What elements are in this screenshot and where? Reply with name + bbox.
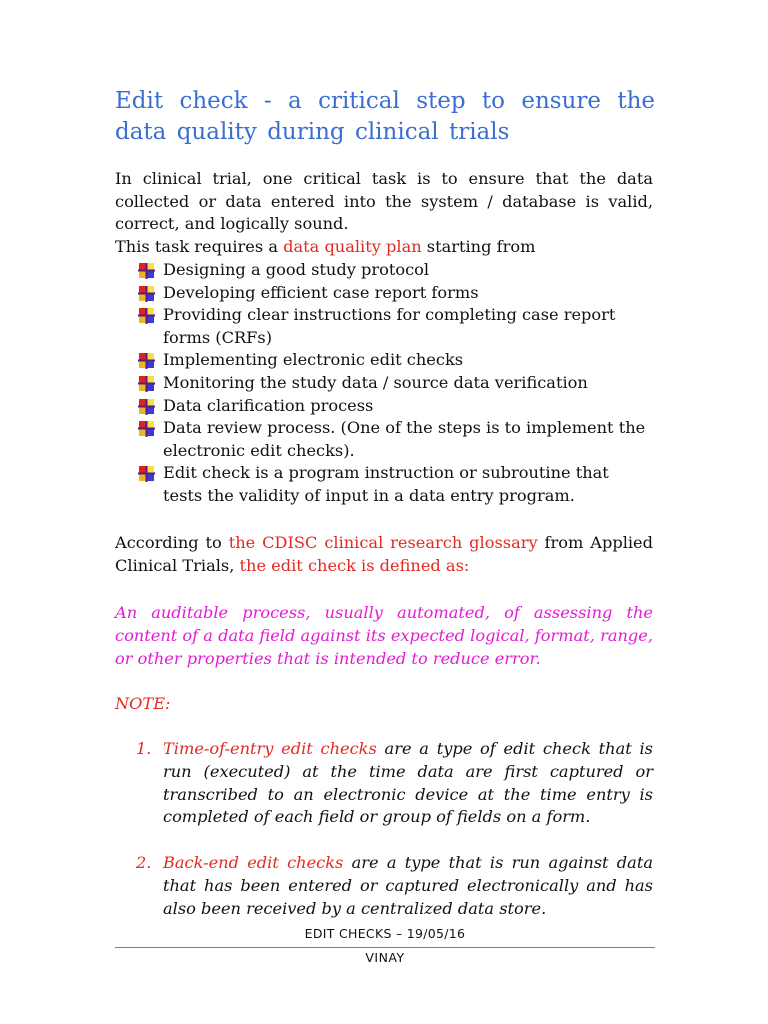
bullet-text: Monitoring the study data / source data verification: [163, 372, 588, 392]
page-title: Edit check - a critical step to ensure the data quality during clinical trials: [115, 88, 655, 145]
numbered-item-2: [136, 852, 653, 920]
footer-title: EDIT CHECKS – 19/05/16: [304, 926, 466, 941]
arrow-bullet-icon: [138, 399, 156, 415]
bullet-text: Edit check is a program instruction or subroutine that tests the validity of input in a data entry program.: [163, 463, 609, 505]
list-item: [137, 372, 653, 395]
item-number: 1.: [136, 739, 152, 758]
note-label: NOTE:: [115, 694, 171, 713]
arrow-bullet-icon: [138, 308, 156, 324]
bullet-text: Designing a good study protocol: [163, 260, 430, 279]
item-number: 2.: [136, 853, 152, 872]
bullet-text: Developing efficient case report forms: [163, 282, 479, 302]
arrow-bullet-icon: [138, 353, 156, 369]
list-item: [137, 417, 653, 462]
list-item: [137, 282, 653, 305]
numbered-item-1: [136, 738, 653, 829]
list-item: [137, 259, 653, 282]
according-paragraph: [115, 532, 653, 577]
lead-paragraph: [115, 236, 653, 259]
back-end-term: Back-end edit checks: [163, 853, 344, 872]
footer-divider: [115, 947, 655, 948]
list-item: [137, 395, 653, 418]
footer-author: VINAY: [365, 950, 405, 965]
lead-text-end: starting from: [421, 237, 536, 256]
list-item: [137, 462, 653, 507]
bullet-text: Implementing electronic edit checks: [163, 350, 464, 370]
according-text: According to: [115, 533, 229, 552]
bullet-list: [137, 259, 653, 508]
definition-quote: An auditable process, usually automated, of assessing the content of a data field against its expected logical, format, range, or other properties that is intended to reduce error.: [115, 603, 653, 668]
cdisc-glossary-highlight: the CDISC clinical research glossary: [228, 533, 538, 552]
list-item: [137, 349, 653, 372]
definition-intro-highlight: the edit check is defined as:: [239, 555, 470, 575]
data-quality-plan-highlight: data quality plan: [283, 237, 422, 256]
arrow-bullet-icon: [138, 376, 156, 392]
bullet-text: Data review process. (One of the steps is to implement the electronic edit checks).: [163, 418, 646, 460]
bullet-text: Data clarification process: [163, 395, 374, 415]
arrow-bullet-icon: [138, 286, 156, 302]
list-item: [137, 304, 653, 349]
item-text: are a type of edit check that is run (executed) at the time data are first captured or transcribed to an electronic device at the time entry is completed of each field or group of fields on a form.: [163, 739, 653, 827]
item-text: are a type that is run against data that has been entered or captured electronically and has also been received by a centralized data store.: [163, 853, 653, 918]
arrow-bullet-icon: [138, 466, 156, 482]
according-text-middle: from Applied Clinical Trials,: [115, 533, 653, 575]
arrow-bullet-icon: [138, 263, 156, 279]
bullet-text: Providing clear instructions for completing case report forms (CRFs): [163, 305, 616, 347]
lead-text: This task requires a: [115, 237, 284, 256]
arrow-bullet-icon: [138, 421, 156, 437]
time-of-entry-term: Time-of-entry edit checks: [163, 739, 377, 758]
intro-paragraph: In clinical trial, one critical task is to ensure that the data collected or data entered into the system / database is valid, correct, and logically sound.: [115, 169, 653, 233]
